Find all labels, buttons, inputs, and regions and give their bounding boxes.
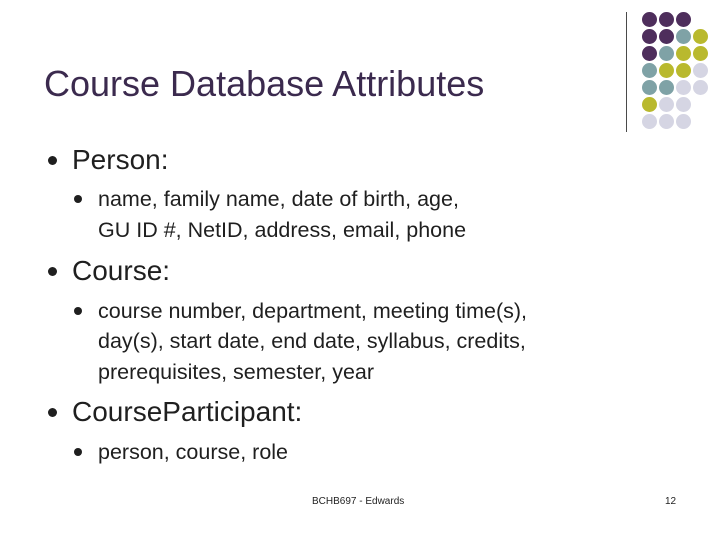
bullet-dot-icon: [48, 156, 57, 165]
sub-bullet-line: name, family name, date of birth, age,: [98, 187, 459, 211]
decor-dot: [676, 97, 691, 112]
slide-title: Course Database Attributes: [44, 63, 485, 104]
title-divider-vertical: [626, 12, 627, 132]
decor-dot: [642, 29, 657, 44]
decor-dot: [642, 46, 657, 61]
decor-dot: [693, 46, 708, 61]
decor-dot: [693, 29, 708, 44]
decor-dot: [676, 63, 691, 78]
sub-bullet-dot-icon: [74, 307, 82, 315]
footer-text: BCHB697 - Edwards: [312, 496, 405, 507]
sub-bullet-line: day(s), start date, end date, syllabus, credits,: [98, 329, 526, 353]
decor-dot: [676, 46, 691, 61]
decor-dot: [676, 114, 691, 129]
sub-bullet-line: prerequisites, semester, year: [98, 360, 375, 384]
decor-dot: [659, 80, 674, 95]
decor-dot: [642, 80, 657, 95]
decor-dot: [642, 97, 657, 112]
bullet-dot-icon: [48, 408, 57, 417]
bullet-label: CourseParticipant:: [72, 396, 303, 427]
decor-dot: [642, 12, 657, 27]
decor-dot: [659, 12, 674, 27]
bullet-label: Course:: [72, 255, 171, 286]
decor-dot: [676, 29, 691, 44]
decor-dot: [642, 63, 657, 78]
bullet-dot-icon: [48, 267, 57, 276]
decor-dot: [659, 29, 674, 44]
decorative-dot-grid: [612, 8, 720, 138]
sub-bullet-dot-icon: [74, 195, 82, 203]
decor-dot: [659, 114, 674, 129]
sub-bullet-line: GU ID #, NetID, address, email, phone: [98, 218, 467, 242]
decor-dot: [659, 97, 674, 112]
bullet-label: Person:: [72, 144, 169, 175]
sub-bullet-line: course number, department, meeting time(s),: [98, 299, 527, 323]
slide-number: 12: [665, 496, 677, 507]
decor-dot: [676, 12, 691, 27]
sub-bullet-line: person, course, role: [98, 440, 289, 464]
sub-bullet-dot-icon: [74, 448, 82, 456]
decor-dot: [659, 46, 674, 61]
decor-dot: [693, 63, 708, 78]
decor-dot: [676, 80, 691, 95]
decor-dot: [693, 80, 708, 95]
decor-dot: [659, 63, 674, 78]
decor-dot: [642, 114, 657, 129]
